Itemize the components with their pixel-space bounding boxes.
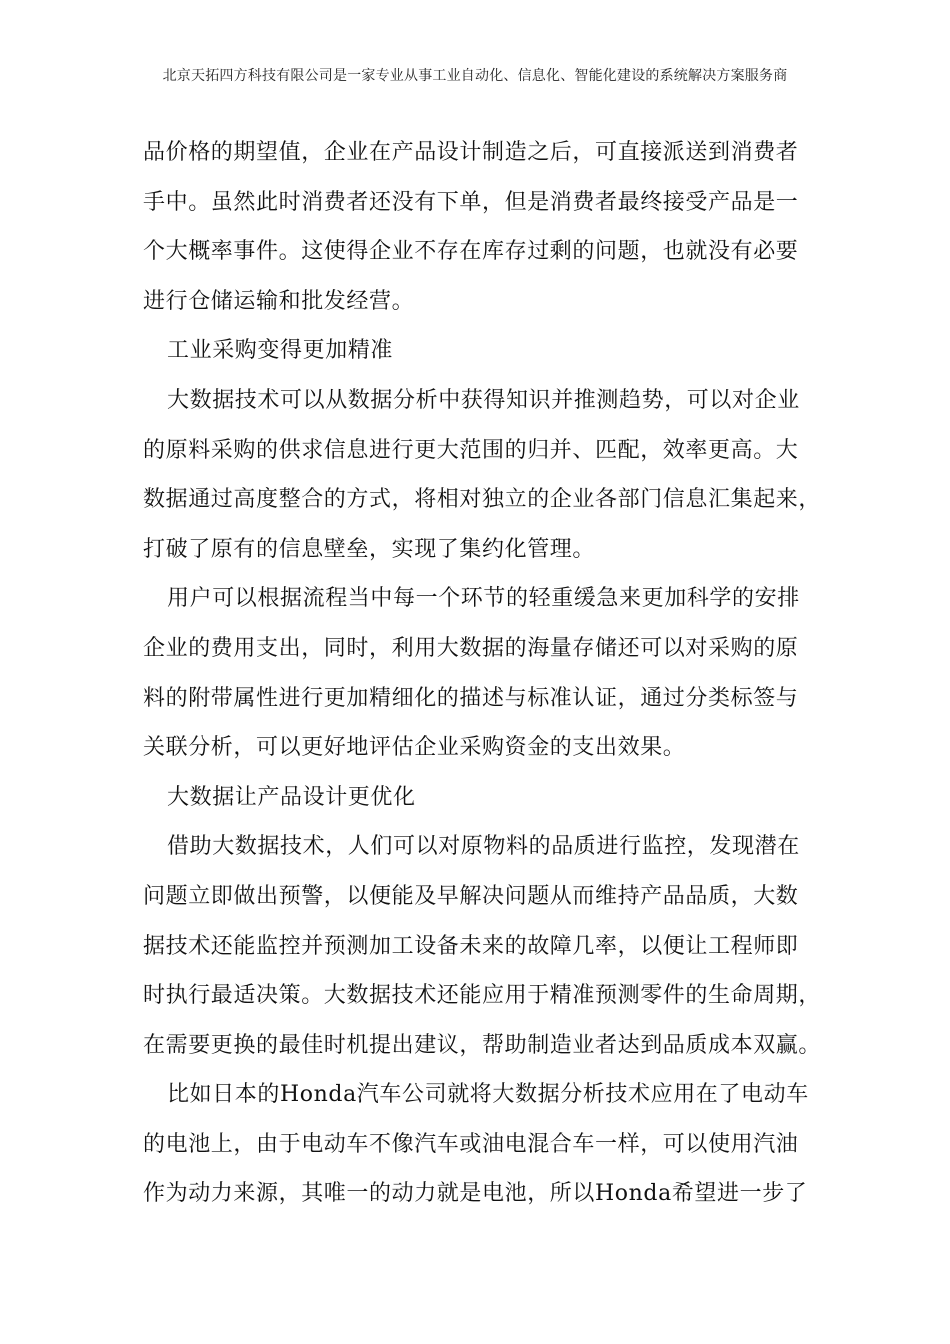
paragraph-line: 据技术还能监控并预测加工设备未来的故障几率，以便让工程师即 bbox=[143, 933, 799, 959]
paragraph-line: 手中。虽然此时消费者还没有下单，但是消费者最终接受产品是一 bbox=[143, 189, 799, 215]
paragraph-line: 作为动力来源，其唯一的动力就是电池，所以Honda希望进一步了 bbox=[143, 1181, 808, 1207]
paragraph-line: 数据通过高度整合的方式，将相对独立的企业各部门信息汇集起来， bbox=[143, 487, 822, 513]
document-body bbox=[143, 128, 821, 1219]
paragraph-line: 问题立即做出预警，以便能及早解决问题从而维持产品品质，大数 bbox=[143, 883, 799, 909]
paragraph-line: 借助大数据技术，人们可以对原物料的品质进行监控，发现潜在 bbox=[167, 834, 800, 860]
paragraph-line: 关联分析，可以更好地评估企业采购资金的支出效果。 bbox=[143, 735, 686, 761]
paragraph-line: 大数据技术可以从数据分析中获得知识并推测趋势，可以对企业 bbox=[167, 387, 800, 413]
section-heading: 大数据让产品设计更优化 bbox=[167, 784, 416, 810]
paragraph-line: 的原料采购的供求信息进行更大范围的归并、匹配，效率更高。大 bbox=[143, 437, 799, 463]
paragraph-line: 品价格的期望值，企业在产品设计制造之后，可直接派送到消费者 bbox=[143, 140, 799, 165]
paragraph-line: 个大概率事件。这使得企业不存在库存过剩的问题，也就没有必要 bbox=[143, 239, 799, 265]
paragraph-line: 比如日本的Honda汽车公司就将大数据分析技术应用在了电动车 bbox=[167, 1082, 809, 1108]
paragraph-line: 的电池上，由于电动车不像汽车或油电混合车一样，可以使用汽油 bbox=[143, 1131, 799, 1157]
paragraph-line: 料的附带属性进行更加精细化的描述与标准认证，通过分类标签与 bbox=[143, 685, 799, 711]
paragraph-line: 用户可以根据流程当中每一个环节的轻重缓急来更加科学的安排 bbox=[167, 586, 800, 612]
paragraph-line: 在需要更换的最佳时机提出建议，帮助制造业者达到品质成本双赢。 bbox=[143, 1032, 822, 1058]
paragraph-line: 企业的费用支出，同时，利用大数据的海量存储还可以对采购的原 bbox=[143, 635, 799, 661]
page-header: 北京天拓四方科技有限公司是一家专业从事工业自动化、信息化、智能化建设的系统解决方案服务商 bbox=[162, 68, 788, 84]
section-heading: 工业采购变得更加精准 bbox=[167, 338, 394, 364]
paragraph-line: 时执行最适决策。大数据技术还能应用于精准预测零件的生命周期， bbox=[143, 983, 822, 1009]
paragraph-line: 进行仓储运输和批发经营。 bbox=[143, 288, 415, 314]
paragraph-line: 打破了原有的信息壁垒，实现了集约化管理。 bbox=[143, 536, 596, 562]
